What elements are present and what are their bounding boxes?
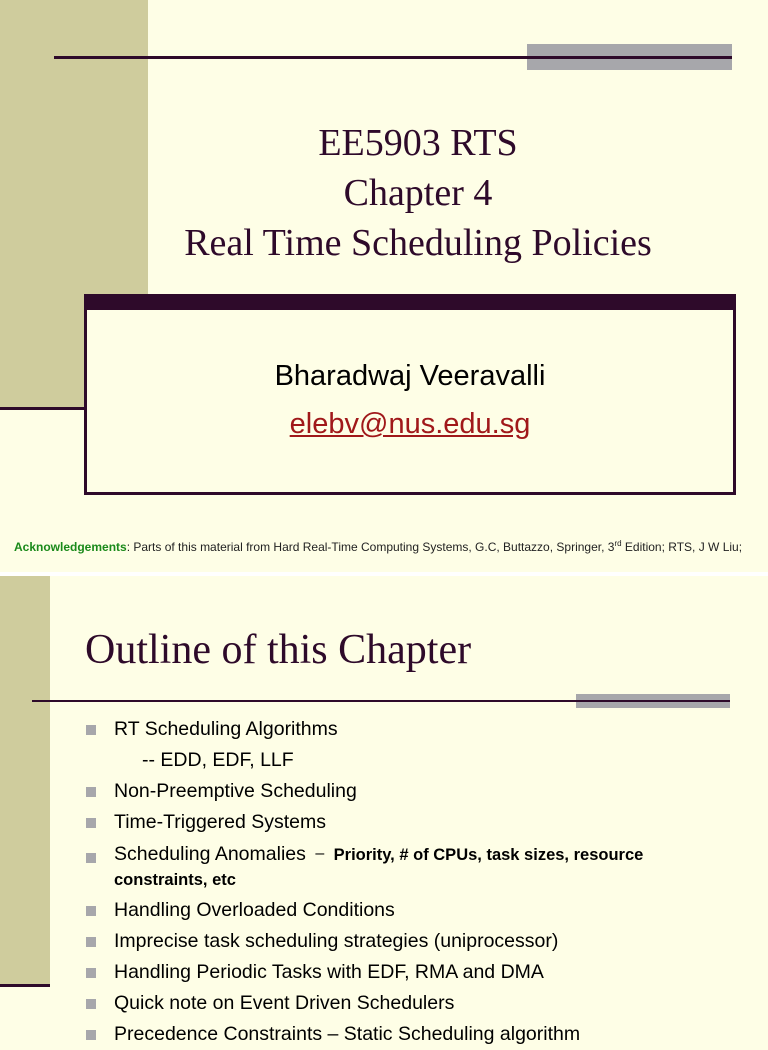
list-item-text: Time-Triggered Systems [114, 811, 327, 833]
author-email-link[interactable]: elebv@nus.edu.sg [289, 408, 531, 440]
list-item [86, 895, 726, 926]
list-item-text: RT Scheduling Algorithms [114, 718, 338, 740]
list-item-text: Precedence Constraints – Static Scheduling algorithm [114, 1023, 581, 1045]
list-item [86, 714, 726, 745]
list-item-text: Handling Overloaded Conditions [114, 899, 395, 921]
square-bullet-icon [86, 906, 96, 916]
list-item [86, 776, 726, 807]
list-item-text: Handling Periodic Tasks with EDF, RMA and DMA [114, 961, 544, 983]
outline-list [86, 714, 726, 1050]
outline-title: Outline of this Chapter [85, 627, 472, 673]
square-bullet-icon [86, 853, 96, 863]
title-grey-bar-rule [576, 700, 730, 702]
list-item [86, 988, 726, 1019]
sidebar-decoration [0, 576, 50, 986]
list-sub-item [86, 745, 726, 776]
list-item-text: Scheduling Anomalies [114, 843, 306, 865]
ack-text-before: : Parts of this material from Hard Real-Time Computing Systems, G.C, Buttazzo, Springer, 3 [126, 540, 615, 554]
author-box [84, 310, 736, 495]
list-item-text: Non-Preemptive Scheduling [114, 780, 357, 802]
sidebar-rule [0, 984, 50, 987]
author-name: Bharadwaj Veeravalli [274, 360, 546, 392]
list-item [86, 957, 726, 988]
square-bullet-icon [86, 999, 96, 1009]
square-bullet-icon [86, 937, 96, 947]
ack-text-after: Edition; RTS, J W Liu; [621, 540, 743, 554]
title-line-chapter: Chapter 4 [343, 172, 493, 214]
square-bullet-icon [86, 968, 96, 978]
slide-outline [0, 576, 768, 1045]
square-bullet-icon [86, 725, 96, 735]
ack-superscript: rd [614, 539, 622, 548]
sidebar-rule [0, 407, 84, 410]
list-item [86, 838, 726, 895]
list-item-dash: – [315, 845, 325, 862]
slide-title-text [148, 118, 688, 268]
square-bullet-icon [86, 787, 96, 797]
square-bullet-icon [86, 1030, 96, 1040]
title-line-course: EE5903 RTS [318, 122, 518, 164]
list-item [86, 807, 726, 838]
title-line-topic: Real Time Scheduling Policies [184, 222, 652, 264]
list-item-text: -- EDD, EDF, LLF [142, 749, 294, 771]
ack-label: Acknowledgements [14, 540, 127, 554]
author-box-header-bar [84, 294, 736, 310]
acknowledgements [14, 536, 754, 555]
list-item-detail: Priority, # of CPUs, task sizes, resource constraints, etc [114, 846, 644, 889]
list-item-text: Quick note on Event Driven Schedulers [114, 992, 455, 1014]
list-item [86, 1019, 726, 1050]
list-item [86, 926, 726, 957]
square-bullet-icon [86, 818, 96, 828]
list-item-text: Imprecise task scheduling strategies (uniprocessor) [114, 930, 559, 952]
top-grey-bar-rule [527, 56, 732, 59]
